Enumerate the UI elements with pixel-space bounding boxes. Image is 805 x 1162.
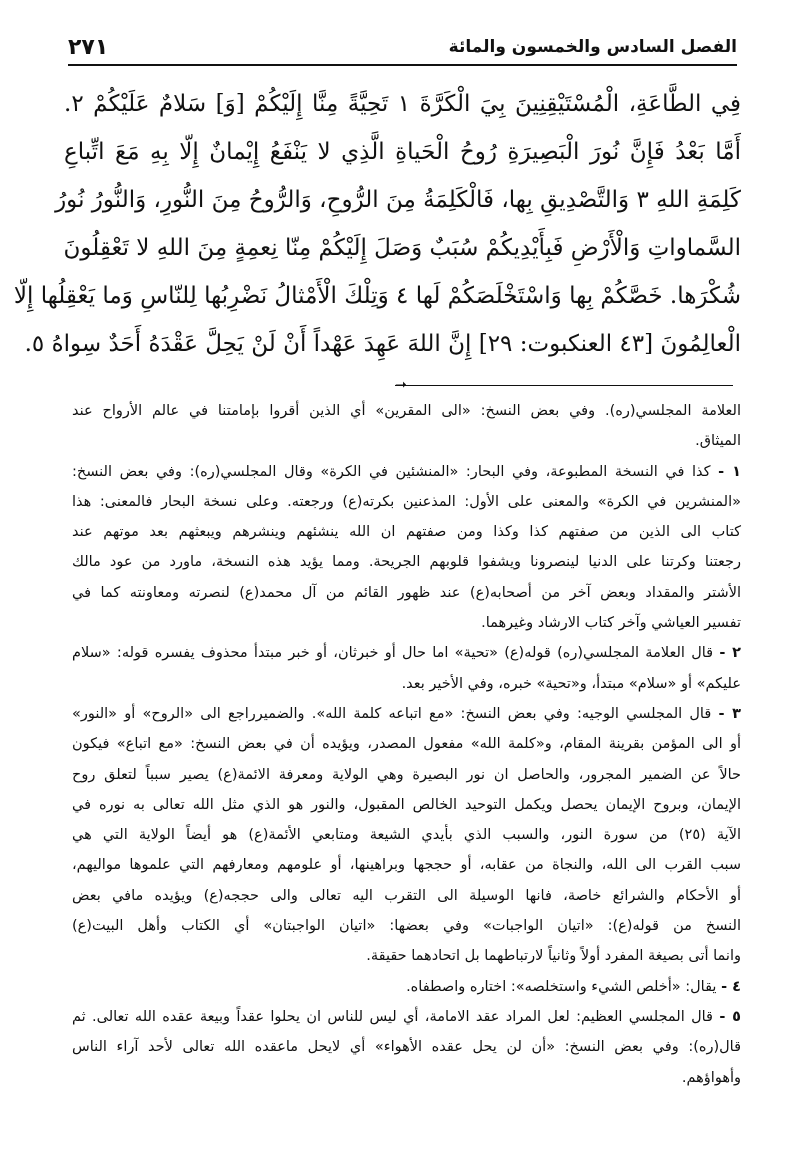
footnote-number: ٢ - — [719, 645, 741, 662]
footnote-number: ٣ - — [718, 705, 741, 722]
main-text-line: أَمَّا بَعْدُ فَإِنَّ نُورَ الْبَصِيرَةِ رُوحُ الْحَياةِ الَّذِي لا يَنْفَعُ إِيْمانٌ إِلّا بِهِ مَعَ اتِّباعِ — [64, 139, 741, 165]
footnote-line: رجعتنا وكرتنا على الدنيا لينصرونا ويشفوا قلوبهم الجريحة. ومما يؤيد هذه النسخة، ماورد من عود مالك — [72, 554, 741, 571]
main-text-line: الْعالِمُونَ [٤٣ العنكبوت: ٢٩] إِنَّ اللهَ عَهِدَ عَهْداً أَنْ لَنْ يَحِلَّ عَقْدَهُ أَحَدٌ سِواهُ ٥. — [24, 331, 741, 357]
main-text-line: السَّماواتِ وَالْأَرْضِ فَبِأَيْدِيكُمْ سُبَبٌ وَصَلَ إِلَيْكُمْ مِنّا نِعمِةٍ مِنَ اللهِ لا تَعْقِلُونَ — [63, 235, 741, 261]
footnote-line: العلامة المجلسي(ره). وفي بعض النسخ: «الى المقرين» أي الذين أقروا بإمامتنا في عالم الأرواح عند — [72, 403, 741, 419]
footnote-number: ١ - — [718, 463, 741, 480]
page-number: ٢٧١ — [68, 34, 109, 60]
footnote-line: وأهواؤهم. — [681, 1069, 741, 1086]
footnote-number: ٤ - — [721, 978, 741, 995]
footnote-line: الميثاق. — [695, 433, 741, 450]
footnote-line: سبب القرب الى الله، والنجاة من عقابه، أو حججها وبراهينها، أو علومهم ومعارفهم التي علموها مواليهم، — [72, 857, 741, 874]
separator-arrow-icon: ➝ — [395, 377, 407, 393]
footnote-number: ٥ - — [719, 1008, 741, 1025]
footnote-line: النسخ من قوله(ع): «اتيان الواجبات» وفي بعضها: «اتيان الواجبتان» أي الكتاب وأهل البيت(ع) — [72, 918, 741, 935]
footnote-5 — [72, 1002, 741, 1093]
footnote-line: أو الى المؤمن بقرينة المقام، و«كلمة الله» مفعول المصدر، ويؤيده أن في بعض النسخ: «مع اتباع» فيكون — [72, 736, 741, 753]
main-text — [13, 80, 741, 368]
footnote-line: ٣ - قال المجلسي الوجيه: وفي بعض النسخ: «مع اتباعه كلمة الله». والضميرراجع الى «الروح» أو «النور» — [72, 705, 741, 722]
footnote-separator — [395, 385, 733, 386]
footnote-line: ٥ - قال المجلسي العظيم: لعل المراد عقد الامامة، أي ليس للناس ان يحلوا عقداً وبيعة عقده الله تعالى. ثم — [72, 1008, 741, 1025]
footnote-3 — [72, 699, 741, 972]
footnote-line: الإيمان، وبروح الإيمان يحصل ويكمل التوحيد الخالص المقبول، والنور هو الذي مثل الله تعالى به نوره في — [72, 796, 741, 813]
footnote-line: أو الأحكام والشرائع خاصة، فانها الوسيلة الى التقرب اليه تعالى والى حججه(ع) ويؤيده مافي بعض — [72, 887, 741, 904]
chapter-title: الفصل السادس والخمسون والمائة — [448, 37, 737, 57]
footnote-line: حالاً عن الضمير المجرور، والحاصل ان نور البصيرة وهي الولاية ومعرفة الائمة(ع) يصير سبباً لتعلق روح — [72, 766, 741, 783]
running-header — [68, 30, 737, 66]
footnote-line: ٢ - قال العلامة المجلسي(ره) قوله(ع) «تحية» اما حال أو خبرثان، أو خبر مبتدأ محذوف يفسره قوله: «سلام — [72, 645, 741, 662]
main-text-line: كَلِمَةِ اللهِ ٣ وَالتَّصْدِيقِ بِها، فَالْكَلِمَةُ مِنَ الرُّوحِ، وَالرُّوحُ مِنَ النُّورِ، وَالنُّورُ نُورُ — [55, 187, 741, 213]
footnote-line: ٤ - يقال: «أخلص الشيء واستخلصه»: اختاره واصطفاه. — [406, 978, 741, 995]
footnote-line: كتاب الى الذين من صفتهم كذا وكذا ومن صفتهم ان الله ينشئهم وينشرهم ويبعثهم بعد موتهم عند — [72, 524, 741, 541]
footnote-1 — [72, 457, 741, 639]
footnote-line: ١ - كذا في النسخة المطبوعة، وفي البحار: «المنشئين في الكرة» وقال المجلسي(ره): وفي بعض النسخ: — [72, 463, 741, 480]
footnote-line: تفسير العياشي وآخر كتاب الارشاد وغيرهما. — [481, 615, 741, 632]
footnote-line: الآية (٢٥) من سورة النور، والسبب الذي بأيدي الشيعة ومتابعي الأئمة(ع) هو أيضاً الولاية التي هي — [72, 827, 741, 844]
footnotes — [72, 396, 741, 1093]
footnote-line: وانما أتى بصيغة المفرد أولاً وثانياً لارتباطهما بل اتحادهما حقيقة. — [366, 948, 741, 965]
footnote-continuation — [72, 396, 741, 457]
footnote-4 — [72, 972, 741, 1002]
footnote-line: عليكم» أو «سلام» مبتدأ، و«تحية» خبره، وفي الأخير بعد. — [401, 675, 741, 692]
footnote-2 — [72, 638, 741, 699]
main-text-line: فِي الطَّاعَةِ، الْمُسْتَيْقِنِينَ بِيَ الْكَرَّةَ ١ تَحِيَّةً مِنَّا إِلَيْكُمْ [وَ] سَلامٌ عَلَيْكُمْ ٢. — [64, 91, 741, 117]
footnote-line: قال(ره): وفي بعض النسخ: «أن لن يحل عقده الأهواء» أي لايحل ماعقده الله تعالى لأحد آراء الناس — [72, 1039, 741, 1056]
footnote-line: الأشتر والمقداد وبعض آخر من أصحابه(ع) عند ظهور القائم من آل محمد(ع) لنصرته ومعاونته كما في — [72, 584, 741, 601]
footnote-line: «المنشرين في الكرة» والمعنى على الأول: المذعنين بكرته(ع) ورجعته. وعلى نسخة البحار فالمعنى: هذا — [72, 493, 741, 510]
main-text-line: شُكْرَها. خَصَّكُمْ بِها وَاسْتَخْلَصَكُمْ لَها ٤ وَتِلْكَ الْأَمْثالُ نَضْرِبُها لِلنّاسِ وَما يَعْقِلُها إِلّا — [13, 283, 741, 309]
